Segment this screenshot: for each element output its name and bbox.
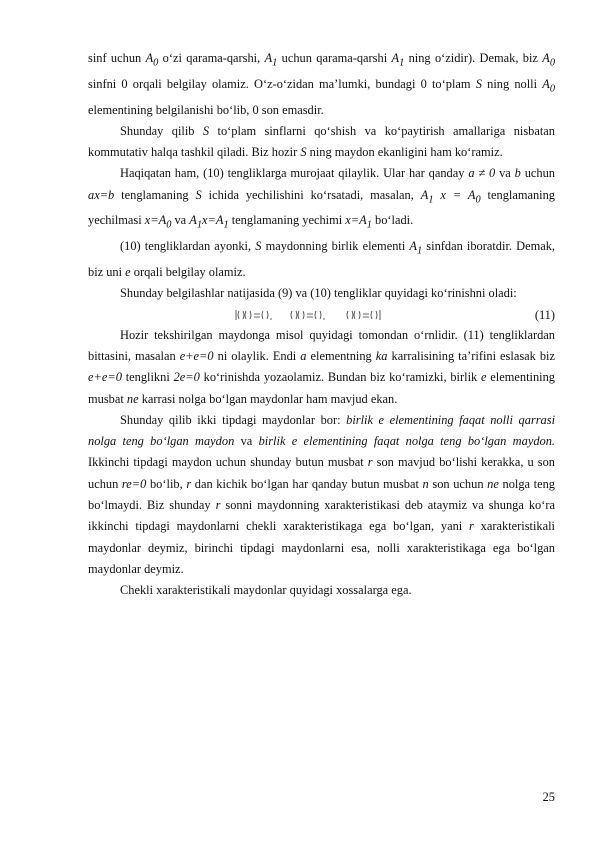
paragraph-2: Shunday qilib S to‘plam sinflarni qo‘shish va ko‘paytirish amallariga nisbatan kommutativ halqa tashkil qiladi. Biz hozir S ning maydon ekanligini ham ko‘ramiz.: [88, 123, 555, 160]
formula-image: [234, 308, 402, 322]
paragraph-8: Chekli xarakteristikali maydonlar quyidagi xossalarga ega.: [120, 583, 412, 598]
paragraph-4: (10) tengliklardan ayonki, S maydonning birlik elementi $A_1$ sinfdan iboratdir. Demak, biz uni e orqali belgilay olamiz.: [88, 239, 555, 280]
paragraph-6: Hozir tekshirilgan maydonga misol quyidagi tomondan o‘rnlidir. (11) tengliklardan bittasini, masalan e+e=0 ni olaylik. Endi a elementning ka karralisining ta’rifini eslasak biz e+e=0 tenglikni 2e=0 ko‘rinishda yozaolamiz. Bundan biz ko‘ramizki, birlik e elementining musbat ne karrasi nolga bo‘lgan maydonlar ham mavjud ekan.: [88, 327, 555, 406]
equation-11: [88, 305, 555, 325]
text: sinf uchun: [88, 51, 146, 65]
paragraph-3: Haqiqatan ham, (10) tengliklarga murojaat qilaylik. Ular har qanday a ≠ 0 va b uchun ax=b tenglamaning S ichida yechilishini ko‘rsatadi, masalan, $A_1$ $x = A_0$ tenglamaning yechilmasi $x=A_0$ va $A_1x=A_1$ tenglamaning yechimi $x=A_1$ bo‘ladi.: [88, 166, 556, 231]
text: ning nolli: [481, 76, 543, 91]
math: $A_1$: [391, 51, 405, 69]
paragraph-1: [88, 48, 555, 121]
text: sinfni 0 orqali belgilay olamiz. O‘z-o‘zidan ma’lumki, bundagi 0 to‘plam: [88, 76, 476, 91]
math: S: [475, 76, 482, 91]
page-number: 25: [542, 790, 555, 804]
text: o‘zi qarama-qarshi,: [158, 51, 265, 65]
math: $A_0$: [542, 76, 556, 95]
paragraph-7: Shunday qilib ikki tipdagi maydonlar bor: birlik e elementining faqat nolli qarrasi nolga teng bo‘lgan maydon va birlik e elementining faqat nolga teng bo‘lgan maydon. Ikkinchi tipdagi maydon uchun shunday butun musbat r son mavjud bo‘lishi kerakka, u son uchun re=0 bo‘lib, r dan kichik bo‘lgan har qanday butun musbat n son uchun ne nolga teng bo‘lmaydi. Biz shunday r sonni maydonning xarakteristikasi deb ataymiz va shunga ko‘ra ikkinchi tipdagi maydonlarni chekli xarakteristikaga ega bo‘lgan, yani r xarakteristikali maydonlar deymiz, birinchi tipdagi maydonlarni esa, nolli xarakteristikaga ega bo‘lgan maydonlar deymiz.: [88, 412, 556, 576]
document-page: [88, 48, 555, 601]
math: $A_0$: [542, 51, 555, 69]
math: $A_0$: [145, 51, 159, 69]
text: uchun qarama-qarshi: [277, 51, 392, 65]
math: $A_1$: [264, 51, 278, 69]
equation-number: (11): [534, 307, 555, 322]
text: elementining belgilanishi bo‘lib, 0 son emasdir.: [88, 102, 324, 117]
text: ning o‘zidir). Demak, biz: [404, 51, 543, 65]
paragraph-5: Shunday belgilashlar natijasida (9) va (10) tengliklar quyidagi ko‘rinishni oladi:: [120, 286, 517, 301]
